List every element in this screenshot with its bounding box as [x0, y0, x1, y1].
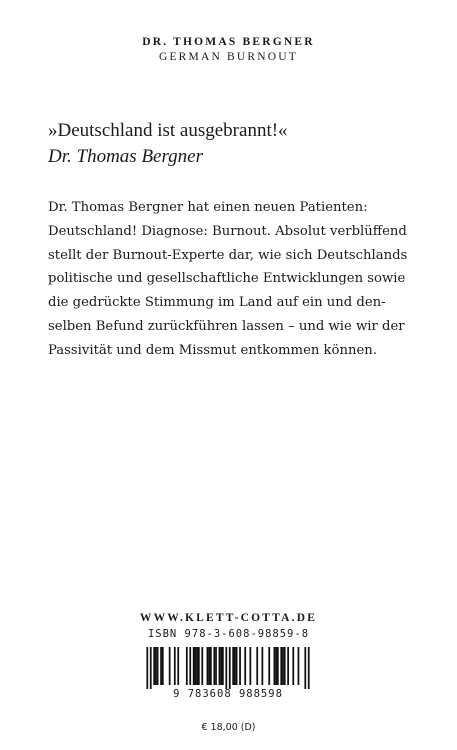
- barcode-bar: [162, 647, 164, 685]
- blurb-line: Dr. Thomas Bergner hat einen neuen Patienten:: [48, 200, 368, 215]
- barcode-bar: [284, 647, 286, 685]
- header-title: GERMAN BURNOUT: [158, 51, 299, 63]
- barcode-bar: [256, 647, 258, 685]
- barcode-bar: [196, 647, 198, 685]
- blurb-line: Passivität und dem Missmut entkommen können.: [48, 342, 377, 358]
- blurb-line: die gedrückte Stimmung im Land auf ein und den-: [48, 295, 386, 311]
- barcode-bar: [275, 647, 277, 685]
- barcode-bar: [198, 647, 200, 685]
- barcode-bar: [207, 647, 209, 685]
- barcode-block: [143, 647, 313, 700]
- barcode-bar: [277, 647, 279, 685]
- barcode-bar: [213, 647, 215, 685]
- barcode-bar: [220, 647, 222, 685]
- barcode-bar: [298, 647, 300, 685]
- barcode-bar: [268, 647, 270, 685]
- barcode-bar: [150, 647, 152, 689]
- barcode-bar: [222, 647, 224, 685]
- barcode-bar: [308, 647, 310, 689]
- price-label: € 18,00 (D): [201, 722, 256, 733]
- header-author: DR. THOMAS BERGNER: [142, 36, 315, 48]
- barcode-bar: [215, 647, 217, 685]
- blurb-line: selben Befund zurückführen lassen – und wie wir der: [48, 318, 405, 334]
- website-link[interactable]: WWW.KLETT-COTTA.DE: [139, 612, 318, 624]
- barcode-bar: [210, 647, 212, 685]
- barcode-bar: [169, 647, 171, 685]
- barcode-image: [143, 647, 313, 689]
- barcode-bar: [160, 647, 162, 685]
- barcode-bar: [280, 647, 282, 685]
- barcode-bar: [244, 647, 246, 685]
- barcode-bar: [234, 647, 236, 685]
- barcode-bar: [287, 647, 289, 685]
- barcode-bar: [225, 647, 227, 689]
- barcode-bar: [261, 647, 263, 685]
- blurb-line: stellt der Burnout-Experte dar, wie sich Deutschlands: [48, 247, 408, 263]
- barcode-bar: [146, 647, 148, 689]
- quote-author: Dr. Thomas Bergner: [48, 146, 203, 167]
- barcode-bar: [292, 647, 294, 685]
- barcode-bar: [274, 647, 276, 685]
- barcode-bar: [189, 647, 191, 685]
- barcode-bar: [155, 647, 157, 685]
- blurb-line: Deutschland! Diagnose: Burnout. Absolut verblüffend: [48, 223, 407, 239]
- barcode-bar: [219, 647, 221, 685]
- barcode-bar: [229, 647, 231, 689]
- barcode-bar: [282, 647, 284, 685]
- barcode-bar: [249, 647, 251, 685]
- barcode-bar: [201, 647, 203, 685]
- barcode-bar: [186, 647, 188, 685]
- barcode-bar: [153, 647, 155, 685]
- blurb-line: politische und gesellschaftliche Entwicklungen sowie: [48, 271, 406, 287]
- pull-quote: »Deutschland ist ausgebrannt!«: [48, 120, 288, 141]
- barcode-bar: [174, 647, 176, 685]
- barcode-bar: [193, 647, 195, 685]
- barcode-bar: [195, 647, 197, 685]
- barcode-bar: [236, 647, 238, 685]
- blurb-text: [48, 196, 418, 363]
- barcode-bar: [304, 647, 306, 689]
- barcode-bar: [239, 647, 241, 685]
- publisher-footer: [0, 612, 457, 640]
- barcode-bar: [157, 647, 159, 685]
- barcode-digits: 9 783608 988598: [173, 688, 283, 700]
- barcode-bar: [232, 647, 234, 685]
- isbn-number: ISBN 978-3-608-98859-8: [147, 628, 310, 640]
- barcode-bar: [208, 647, 210, 685]
- barcode-bar: [177, 647, 179, 685]
- publisher-header: [0, 36, 457, 63]
